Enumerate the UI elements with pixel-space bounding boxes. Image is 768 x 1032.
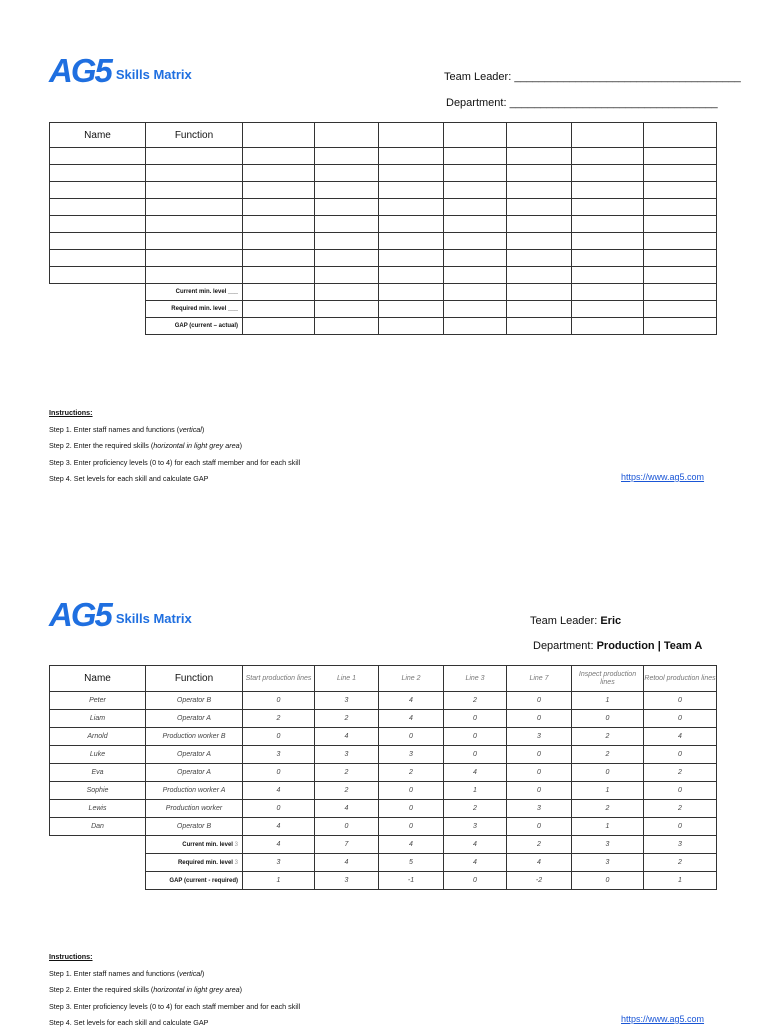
input-cell[interactable]	[444, 182, 507, 199]
input-cell[interactable]	[507, 165, 572, 182]
empty-cell	[50, 318, 146, 335]
instructions-title-2: Instructions:	[49, 952, 93, 961]
summary-label-text: Required min. level	[177, 859, 233, 866]
level-cell[interactable]: 0	[315, 818, 379, 836]
level-cell[interactable]: 4	[243, 782, 315, 800]
input-cell[interactable]	[146, 216, 243, 233]
summary-cell[interactable]	[315, 301, 379, 318]
staff-name: Arnold	[50, 728, 146, 746]
level-cell[interactable]: 0	[507, 818, 572, 836]
input-cell[interactable]	[507, 250, 572, 267]
logo-mark-example: AG5	[49, 596, 111, 633]
department-label: Department:	[446, 97, 507, 109]
level-cell[interactable]: 3	[315, 692, 379, 710]
input-cell[interactable]	[379, 148, 444, 165]
input-cell[interactable]	[444, 267, 507, 284]
input-cell[interactable]	[444, 165, 507, 182]
gap-row-value[interactable]: 0	[444, 872, 507, 890]
input-cell[interactable]	[315, 233, 379, 250]
instruction-step-1-2: Step 1. Enter staff names and functions (vertical)	[49, 968, 205, 978]
staff-function: Operator B	[146, 818, 243, 836]
instruction-step-2-2: Step 2. Enter the required skills (horizontal in light grey area)	[49, 985, 242, 994]
department-value: __________________________________	[509, 97, 718, 109]
staff-name: Lewis	[50, 800, 146, 818]
skill-header: Line 7	[507, 666, 572, 692]
current-row-value[interactable]: 3	[572, 836, 644, 854]
logo-mark: AG5	[49, 52, 111, 89]
level-cell[interactable]: 1	[444, 782, 507, 800]
input-cell[interactable]	[379, 199, 444, 216]
required-row-value[interactable]: 3	[572, 854, 644, 872]
level-cell[interactable]: 3	[507, 728, 572, 746]
required-row	[50, 854, 717, 872]
required-row-value[interactable]: 4	[315, 854, 379, 872]
input-cell[interactable]	[243, 233, 315, 250]
input-cell[interactable]	[507, 199, 572, 216]
function-header: Function	[146, 666, 243, 692]
level-cell[interactable]: 2	[444, 692, 507, 710]
level-cell[interactable]: 3	[379, 746, 444, 764]
summary-cell[interactable]	[572, 284, 644, 301]
table-row	[50, 216, 717, 233]
level-cell[interactable]: 2	[444, 800, 507, 818]
level-cell[interactable]: 0	[379, 800, 444, 818]
summary-cell[interactable]	[444, 318, 507, 335]
input-cell[interactable]	[243, 267, 315, 284]
input-cell[interactable]	[444, 250, 507, 267]
current-row-value[interactable]: 7	[315, 836, 379, 854]
input-cell[interactable]	[243, 250, 315, 267]
summary-cell[interactable]	[507, 301, 572, 318]
level-cell[interactable]: 2	[572, 728, 644, 746]
summary-cell[interactable]	[243, 301, 315, 318]
level-cell[interactable]: 1	[572, 692, 644, 710]
summary-cell[interactable]	[444, 301, 507, 318]
level-cell[interactable]: 1	[572, 782, 644, 800]
current-row-value[interactable]: 4	[444, 836, 507, 854]
input-cell[interactable]	[572, 216, 644, 233]
logo-product-example: Skills Matrix	[115, 611, 192, 626]
input-cell[interactable]	[379, 182, 444, 199]
input-cell[interactable]	[315, 165, 379, 182]
input-cell[interactable]	[644, 182, 717, 199]
instruction-step-2: Step 2. Enter the required skills (horizontal in light grey area)	[49, 441, 242, 450]
input-cell[interactable]	[572, 199, 644, 216]
input-cell[interactable]	[644, 148, 717, 165]
ag5-logo-example	[49, 594, 192, 633]
input-cell[interactable]	[50, 216, 146, 233]
table-row	[50, 764, 717, 782]
current-row-label	[146, 836, 243, 854]
gap-row-value[interactable]: -2	[507, 872, 572, 890]
summary-label: Current min. level ___	[146, 284, 243, 301]
input-cell[interactable]	[572, 148, 644, 165]
skill-header-cell[interactable]	[507, 123, 572, 148]
example-skills-matrix	[49, 665, 717, 890]
level-cell[interactable]: 4	[379, 692, 444, 710]
input-cell[interactable]	[50, 199, 146, 216]
function-header: Function	[146, 123, 243, 148]
required-row-value[interactable]: 2	[644, 854, 717, 872]
table-row	[50, 710, 717, 728]
level-cell[interactable]: 0	[243, 764, 315, 782]
level-cell[interactable]: 3	[243, 746, 315, 764]
summary-row	[50, 301, 717, 318]
level-cell[interactable]: 2	[572, 746, 644, 764]
summary-row	[50, 284, 717, 301]
level-cell[interactable]: 3	[315, 746, 379, 764]
example-team-leader-field	[530, 615, 621, 627]
summary-label: GAP (current – actual)	[146, 318, 243, 335]
level-cell[interactable]: 4	[315, 800, 379, 818]
input-cell[interactable]	[50, 250, 146, 267]
summary-label-text: Current min. level	[182, 841, 233, 848]
level-cell[interactable]: 0	[379, 728, 444, 746]
input-cell[interactable]	[444, 148, 507, 165]
summary-level: 3	[234, 859, 238, 866]
level-cell[interactable]: 2	[644, 764, 717, 782]
skill-header: Start production lines	[243, 666, 315, 692]
empty-cell	[50, 836, 146, 854]
input-cell[interactable]	[243, 148, 315, 165]
level-cell[interactable]: 0	[572, 710, 644, 728]
gap-row-value[interactable]: 1	[644, 872, 717, 890]
example-department-label: Department:	[533, 640, 594, 652]
table-row	[50, 233, 717, 250]
summary-cell[interactable]	[572, 301, 644, 318]
input-cell[interactable]	[507, 148, 572, 165]
input-cell[interactable]	[644, 250, 717, 267]
name-header: Name	[50, 123, 146, 148]
gap-row-value[interactable]: 1	[243, 872, 315, 890]
input-cell[interactable]	[146, 199, 243, 216]
input-cell[interactable]	[379, 233, 444, 250]
blank-skills-matrix	[49, 122, 717, 335]
input-cell[interactable]	[507, 233, 572, 250]
table-row	[50, 165, 717, 182]
summary-label-text: GAP (current - required)	[169, 877, 238, 884]
staff-function: Production worker	[146, 800, 243, 818]
input-cell[interactable]	[444, 216, 507, 233]
input-cell[interactable]	[50, 182, 146, 199]
level-cell[interactable]: 0	[444, 710, 507, 728]
team-leader-value: _____________________________________	[514, 71, 741, 83]
instructions-example	[49, 949, 300, 1032]
input-cell[interactable]	[146, 182, 243, 199]
empty-cell	[50, 872, 146, 890]
table-row	[50, 182, 717, 199]
input-cell[interactable]	[644, 216, 717, 233]
level-cell[interactable]: 2	[243, 710, 315, 728]
team-leader-field	[444, 71, 741, 83]
table-row	[50, 267, 717, 284]
level-cell[interactable]: 2	[379, 764, 444, 782]
input-cell[interactable]	[315, 267, 379, 284]
input-cell[interactable]	[644, 165, 717, 182]
summary-cell[interactable]	[444, 284, 507, 301]
input-cell[interactable]	[572, 233, 644, 250]
level-cell[interactable]: 0	[644, 692, 717, 710]
level-cell[interactable]: 4	[379, 710, 444, 728]
level-cell[interactable]: 0	[507, 764, 572, 782]
skill-header: Line 1	[315, 666, 379, 692]
level-cell[interactable]: 2	[315, 782, 379, 800]
current-row-value[interactable]: 3	[644, 836, 717, 854]
input-cell[interactable]	[379, 165, 444, 182]
skill-header-cell[interactable]	[243, 123, 315, 148]
summary-cell[interactable]	[644, 318, 717, 335]
level-cell[interactable]: 4	[644, 728, 717, 746]
summary-cell[interactable]	[243, 284, 315, 301]
input-cell[interactable]	[243, 165, 315, 182]
level-cell[interactable]: 2	[315, 710, 379, 728]
input-cell[interactable]	[243, 199, 315, 216]
summary-cell[interactable]	[315, 318, 379, 335]
empty-cell	[50, 284, 146, 301]
input-cell[interactable]	[146, 250, 243, 267]
current-row-value[interactable]: 2	[507, 836, 572, 854]
input-cell[interactable]	[146, 267, 243, 284]
summary-cell[interactable]	[644, 301, 717, 318]
current-row	[50, 836, 717, 854]
level-cell[interactable]: 0	[507, 746, 572, 764]
staff-function: Operator A	[146, 764, 243, 782]
required-row-value[interactable]: 3	[243, 854, 315, 872]
input-cell[interactable]	[644, 199, 717, 216]
ag5-website-link-2[interactable]: https://www.ag5.com	[621, 1014, 705, 1024]
gap-row-value[interactable]: 3	[315, 872, 379, 890]
staff-function: Production worker A	[146, 782, 243, 800]
level-cell[interactable]: 4	[243, 818, 315, 836]
instruction-step-4-2: Step 4. Set levels for each skill and calculate GAP	[49, 1018, 209, 1027]
name-header: Name	[50, 666, 146, 692]
level-cell[interactable]: 3	[444, 818, 507, 836]
table-row	[50, 818, 717, 836]
input-cell[interactable]	[379, 216, 444, 233]
required-row-value[interactable]: 4	[444, 854, 507, 872]
input-cell[interactable]	[315, 199, 379, 216]
level-cell[interactable]: 0	[379, 782, 444, 800]
skill-header-cell[interactable]	[315, 123, 379, 148]
input-cell[interactable]	[379, 267, 444, 284]
summary-cell[interactable]	[379, 284, 444, 301]
level-cell[interactable]: 0	[572, 764, 644, 782]
skill-header: Line 2	[379, 666, 444, 692]
department-field	[446, 97, 718, 109]
summary-cell[interactable]	[379, 318, 444, 335]
summary-cell[interactable]	[507, 284, 572, 301]
logo-product: Skills Matrix	[115, 67, 192, 82]
table-row	[50, 692, 717, 710]
level-cell[interactable]: 4	[444, 764, 507, 782]
current-row-value[interactable]: 4	[379, 836, 444, 854]
level-cell[interactable]: 0	[644, 818, 717, 836]
input-cell[interactable]	[572, 165, 644, 182]
level-cell[interactable]: 0	[644, 782, 717, 800]
input-cell[interactable]	[444, 199, 507, 216]
summary-label: Required min. level ___	[146, 301, 243, 318]
level-cell[interactable]: 3	[507, 800, 572, 818]
summary-cell[interactable]	[572, 318, 644, 335]
summary-row	[50, 318, 717, 335]
table-row	[50, 148, 717, 165]
input-cell[interactable]	[507, 182, 572, 199]
input-cell[interactable]	[50, 233, 146, 250]
ag5-logo	[49, 50, 192, 89]
summary-cell[interactable]	[243, 318, 315, 335]
required-row-label	[146, 854, 243, 872]
level-cell[interactable]: 0	[507, 710, 572, 728]
ag5-website-link[interactable]: https://www.ag5.com	[621, 472, 705, 482]
input-cell[interactable]	[572, 267, 644, 284]
table-row	[50, 728, 717, 746]
instruction-step-1: Step 1. Enter staff names and functions (vertical)	[49, 424, 205, 434]
table-row	[50, 250, 717, 267]
gap-row	[50, 872, 717, 890]
example-department-value: Production | Team A	[596, 640, 703, 652]
skill-header: Inspect production lines	[572, 666, 644, 692]
input-cell[interactable]	[507, 267, 572, 284]
input-cell[interactable]	[572, 182, 644, 199]
level-cell[interactable]: 2	[315, 764, 379, 782]
input-cell[interactable]	[146, 148, 243, 165]
required-row-value[interactable]: 4	[507, 854, 572, 872]
required-row-value[interactable]: 5	[379, 854, 444, 872]
level-cell[interactable]: 0	[243, 728, 315, 746]
summary-cell[interactable]	[507, 318, 572, 335]
gap-row-value[interactable]: -1	[379, 872, 444, 890]
instruction-step-4: Step 4. Set levels for each skill and calculate GAP	[49, 474, 209, 483]
team-leader-label: Team Leader:	[444, 71, 512, 83]
input-cell[interactable]	[243, 182, 315, 199]
table-row	[50, 746, 717, 764]
level-cell[interactable]: 0	[644, 710, 717, 728]
input-cell[interactable]	[644, 233, 717, 250]
gap-row-value[interactable]: 0	[572, 872, 644, 890]
level-cell[interactable]: 0	[507, 692, 572, 710]
staff-function: Operator A	[146, 710, 243, 728]
table-row	[50, 199, 717, 216]
input-cell[interactable]	[243, 216, 315, 233]
skill-header-cell[interactable]	[644, 123, 717, 148]
instruction-step-3-2: Step 3. Enter proficiency levels (0 to 4) for each staff member and for each skill	[49, 1001, 301, 1011]
input-cell[interactable]	[507, 216, 572, 233]
level-cell[interactable]: 1	[572, 818, 644, 836]
example-department-field	[533, 640, 702, 652]
input-cell[interactable]	[315, 216, 379, 233]
staff-function: Production worker B	[146, 728, 243, 746]
staff-function: Operator B	[146, 692, 243, 710]
empty-cell	[50, 301, 146, 318]
input-cell[interactable]	[315, 148, 379, 165]
summary-cell[interactable]	[644, 284, 717, 301]
input-cell[interactable]	[50, 267, 146, 284]
empty-cell	[50, 854, 146, 872]
level-cell[interactable]: 4	[315, 728, 379, 746]
level-cell[interactable]: 0	[644, 746, 717, 764]
level-cell[interactable]: 2	[572, 800, 644, 818]
input-cell[interactable]	[146, 233, 243, 250]
input-cell[interactable]	[146, 165, 243, 182]
table-row	[50, 782, 717, 800]
input-cell[interactable]	[444, 233, 507, 250]
skill-header: Line 3	[444, 666, 507, 692]
staff-name: Dan	[50, 818, 146, 836]
gap-row-label	[146, 872, 243, 890]
level-cell[interactable]: 0	[507, 782, 572, 800]
summary-level: 3	[234, 841, 238, 848]
instruction-step-3: Step 3. Enter proficiency levels (0 to 4) for each staff member and for each skill	[49, 457, 301, 467]
skill-header: Retool production lines	[644, 666, 717, 692]
level-cell[interactable]: 0	[243, 692, 315, 710]
input-cell[interactable]	[644, 267, 717, 284]
current-row-value[interactable]: 4	[243, 836, 315, 854]
staff-name: Peter	[50, 692, 146, 710]
instructions-blank	[49, 405, 300, 488]
level-cell[interactable]: 0	[379, 818, 444, 836]
staff-name: Liam	[50, 710, 146, 728]
staff-name: Sophie	[50, 782, 146, 800]
staff-function: Operator A	[146, 746, 243, 764]
header-row	[50, 123, 717, 148]
example-team-leader-value: Eric	[600, 615, 622, 627]
input-cell[interactable]	[50, 165, 146, 182]
input-cell[interactable]	[572, 250, 644, 267]
input-cell[interactable]	[379, 250, 444, 267]
skill-header-cell[interactable]	[572, 123, 644, 148]
table-row	[50, 800, 717, 818]
level-cell[interactable]: 0	[444, 728, 507, 746]
staff-name: Eva	[50, 764, 146, 782]
summary-cell[interactable]	[315, 284, 379, 301]
instructions-title: Instructions:	[49, 408, 93, 417]
level-cell[interactable]: 0	[243, 800, 315, 818]
input-cell[interactable]	[315, 250, 379, 267]
example-team-leader-label: Team Leader:	[530, 615, 598, 627]
skill-header-cell[interactable]	[379, 123, 444, 148]
level-cell[interactable]: 0	[444, 746, 507, 764]
level-cell[interactable]: 2	[644, 800, 717, 818]
summary-cell[interactable]	[379, 301, 444, 318]
header-row	[50, 666, 717, 692]
staff-name: Luke	[50, 746, 146, 764]
input-cell[interactable]	[315, 182, 379, 199]
skill-header-cell[interactable]	[444, 123, 507, 148]
input-cell[interactable]	[50, 148, 146, 165]
